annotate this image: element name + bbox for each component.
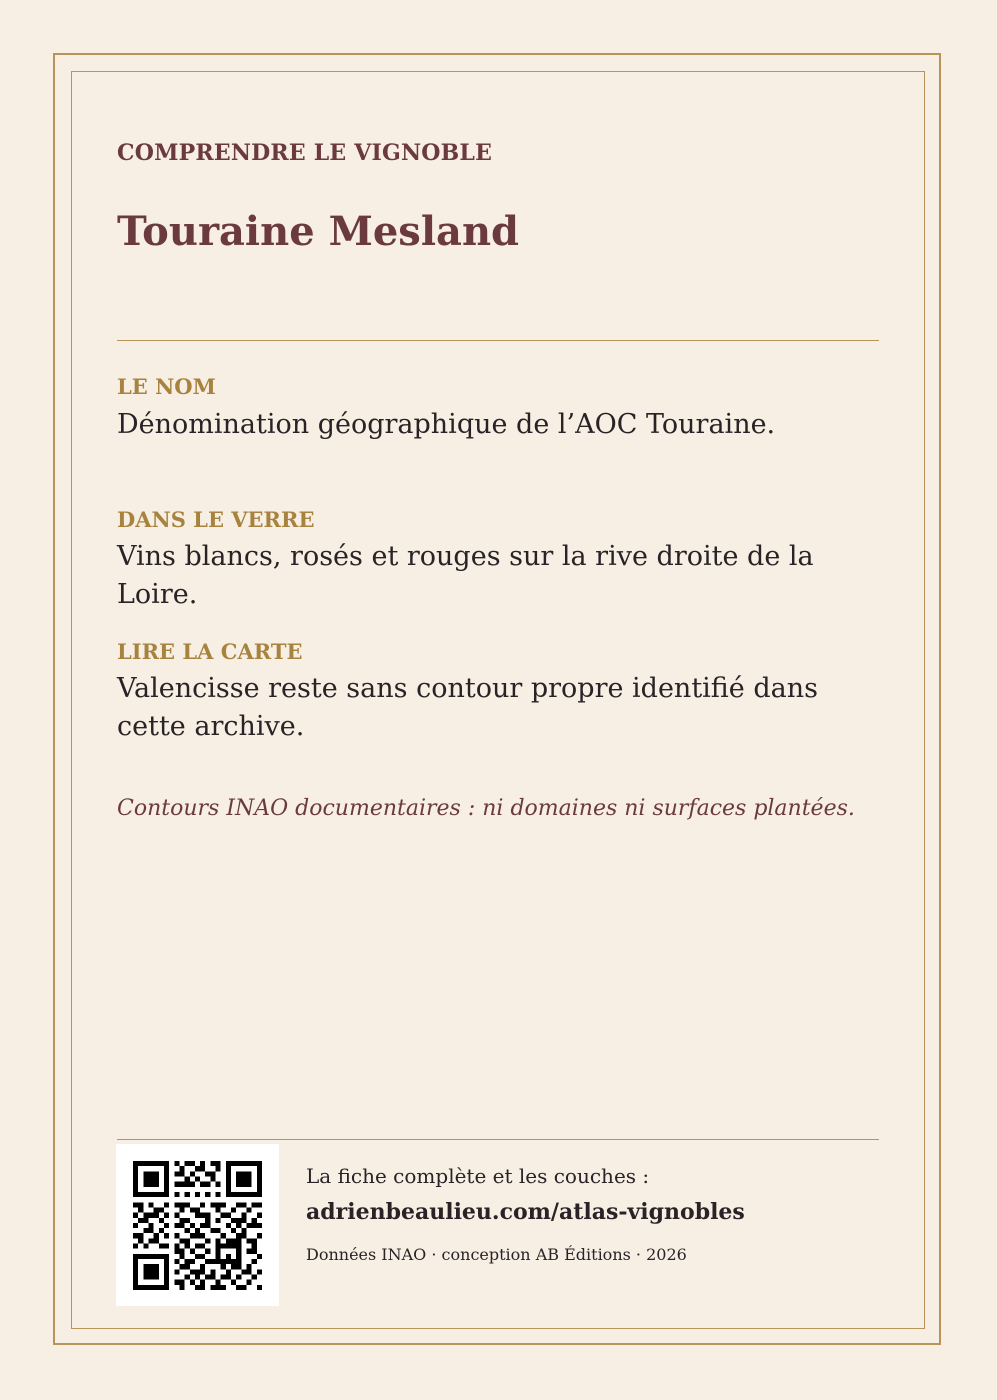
section-text-verre: Vins blancs, rosés et rouges sur la rive droite de la Loire. [117,541,814,610]
section-label-verre: DANS LE VERRE [117,507,315,532]
page-kicker: COMPRENDRE LE VIGNOBLE [117,140,493,166]
section-text-carte: Valencisse reste sans contour propre identifié dans cette archive. [117,673,818,742]
page-title: Touraine Mesland [117,208,519,255]
section-label-carte: LIRE LA CARTE [117,639,303,664]
section-text-nom: Dénomination géographique de l’AOC Touraine. [117,409,776,440]
qr-code-graphic [133,1161,262,1290]
footer-divider [117,1139,879,1140]
footer-credit: Données INAO · conception AB Éditions · 2026 [306,1245,687,1264]
source-note: Contours INAO documentaires : ni domaines ni surfaces plantées. [117,796,855,821]
section-label-nom: LE NOM [117,374,216,399]
footer-url-link[interactable]: adrienbeaulieu.com/atlas-vignobles [306,1199,745,1225]
header-divider [117,340,879,341]
qr-code-icon[interactable] [116,1144,279,1306]
footer-intro: La fiche complète et les couches : [306,1164,650,1188]
